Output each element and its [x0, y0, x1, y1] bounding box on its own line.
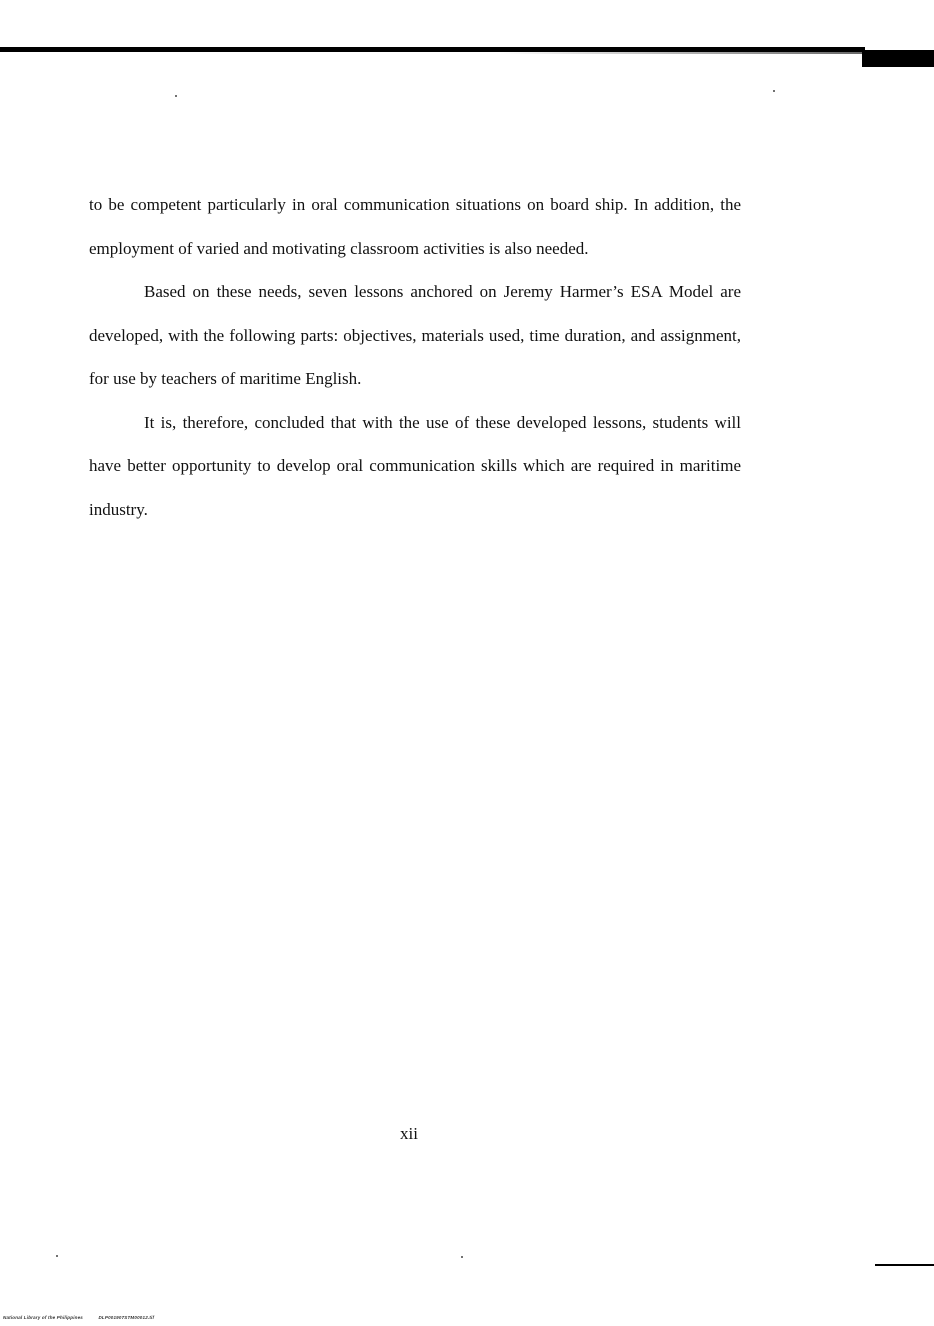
- library-stamp-code: DLP001907STM00012.tif: [98, 1315, 155, 1320]
- paragraph-continuation: to be competent particularly in oral communication situations on board ship. In addition, the employment of varied and motivating classroom activities is also needed.: [89, 195, 741, 258]
- library-footer-stamp: [3, 1315, 154, 1320]
- library-stamp-name: National Library of the Philippines: [3, 1315, 84, 1320]
- scan-top-border-fade: [500, 52, 865, 54]
- scan-bottom-dash: [875, 1264, 934, 1266]
- scan-speck: [461, 1256, 463, 1258]
- scan-speck: [56, 1255, 58, 1257]
- page-number: xii: [400, 1124, 418, 1143]
- scan-speck: [773, 90, 775, 92]
- paragraph-conclusion: It is, therefore, concluded that with the use of these developed lessons, students will have better opportunity to develop oral communication skills which are required in maritime industry.: [89, 412, 741, 519]
- scan-speck: [175, 95, 177, 97]
- scan-corner-mark: [862, 50, 934, 67]
- document-body: [89, 183, 741, 531]
- paragraph-lessons: Based on these needs, seven lessons anchored on Jeremy Harmer’s ESA Model are developed, with the following parts: objectives, materials used, time duration, and assignment, for use by teachers of maritime English.: [89, 282, 741, 388]
